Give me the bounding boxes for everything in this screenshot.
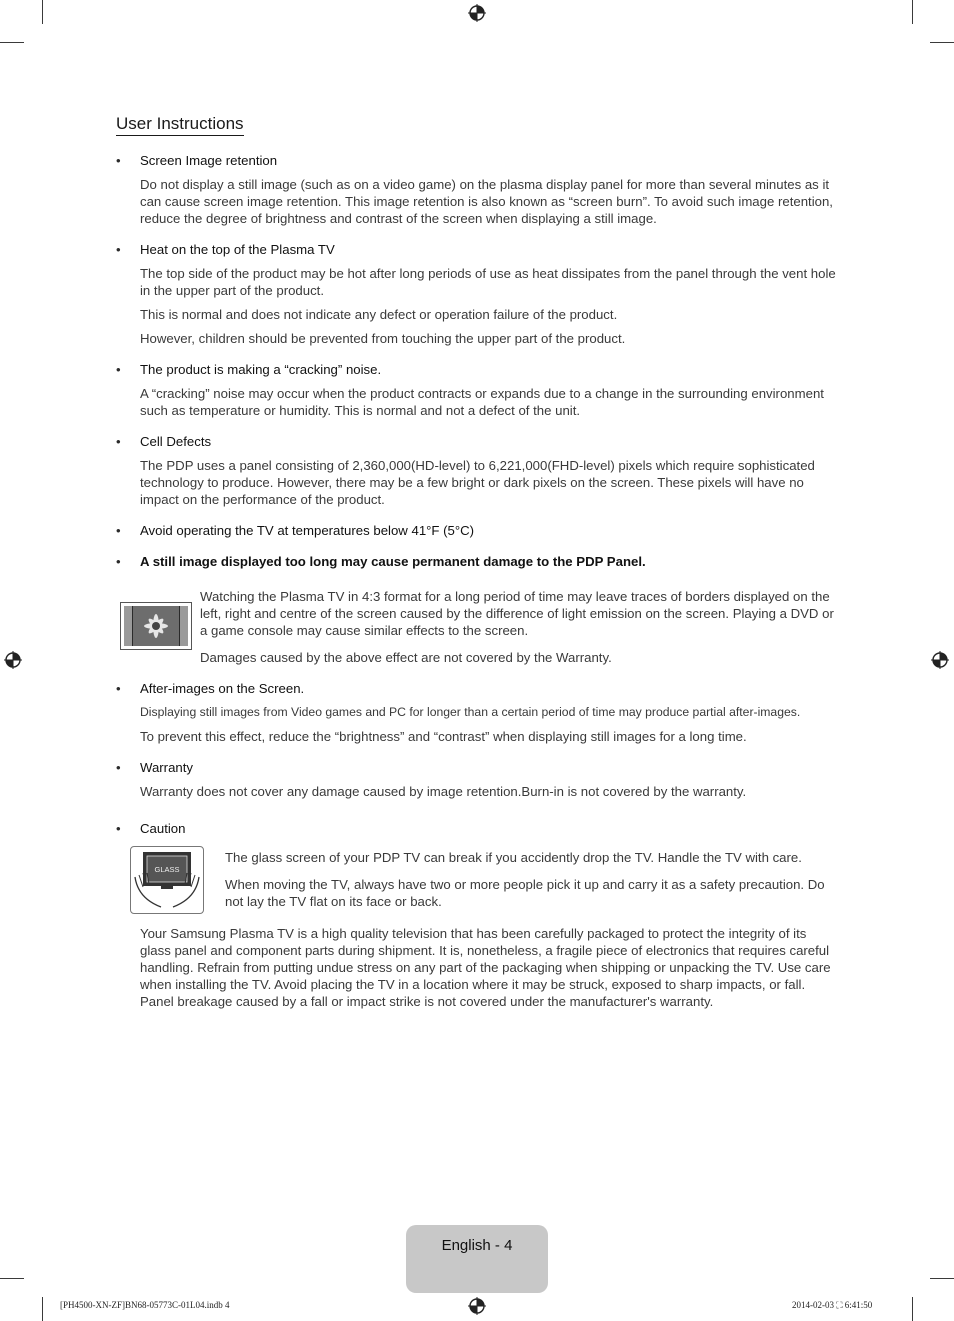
glass-label: GLASS bbox=[154, 865, 180, 874]
section-paragraph: Do not display a still image (such as on a video game) on the plasma display panel for more than several minutes as it can cause screen image retention. This image retention is also known as “screen burn”. To avoid such image retention, reduce the degree of brightness and contrast of the screen when displaying a still image. bbox=[140, 177, 833, 226]
registration-mark-icon bbox=[468, 1297, 486, 1315]
section-heat bbox=[116, 241, 840, 347]
section-heading: A still image displayed too long may cause permanent damage to the PDP Panel. bbox=[140, 554, 646, 569]
page-title: User Instructions bbox=[116, 114, 244, 136]
section-cell-defects bbox=[116, 433, 840, 508]
section-paragraph: To prevent this effect, reduce the “brightness” and “contrast” when displaying still images for a long time. bbox=[140, 729, 747, 744]
section-paragraph: Damages caused by the above effect are not covered by the Warranty. bbox=[200, 650, 612, 665]
section-caution bbox=[116, 820, 840, 837]
crop-mark bbox=[0, 1278, 24, 1279]
registration-mark-icon bbox=[931, 651, 949, 669]
section-paragraph: However, children should be prevented from touching the upper part of the product. bbox=[140, 331, 626, 346]
crop-mark bbox=[930, 42, 954, 43]
section-paragraph: Your Samsung Plasma TV is a high quality television that has been carefully packaged to protect the integrity of its glass panel and component parts during shipment. It is, nonetheless, a fragile piece of electronics that requires careful handling. Refrain from putting undue stress on any part of the packaging when shipping or unpacking the TV. Use care when installing the TV. Avoid placing the TV in a location where it may be struck, exposed to sharp impacts, or fall. Panel breakage caused by a fall or impact strike is not covered under the manufacturer's warranty. bbox=[140, 926, 831, 1009]
glass-tv-hands-icon bbox=[131, 847, 203, 913]
section-screen-image-retention bbox=[116, 152, 840, 227]
page-number-label: English - 4 bbox=[441, 1237, 513, 1254]
crop-mark bbox=[42, 1297, 43, 1321]
section-paragraph: The PDP uses a panel consisting of 2,360,000(HD-level) to 6,221,000(FHD-level) pixels which require sophisticated technology to produce. However, there may be a few bright or dark pixels on the screen. These pixels will have no impact on the performance of the product. bbox=[140, 458, 815, 507]
section-paragraph: Watching the Plasma TV in 4:3 format for a long period of time may leave traces of borders displayed on the left, right and centre of the screen caused by the difference of light emission on the screen. Playing a DVD or a game console may cause similar effects to the screen. bbox=[200, 589, 834, 638]
bullet: • bbox=[116, 153, 121, 168]
bullet: • bbox=[116, 554, 121, 569]
section-paragraph: Warranty does not cover any damage caused by image retention.Burn-in is not covered by the warranty. bbox=[140, 784, 747, 799]
section-heading: Avoid operating the TV at temperatures below 41°F (5°C) bbox=[140, 523, 475, 538]
tv-screen-flower-image bbox=[120, 602, 192, 650]
page-number-tab bbox=[406, 1225, 548, 1293]
section-still-image-damage bbox=[116, 553, 840, 570]
section-paragraph: When moving the TV, always have two or more people pick it up and carry it as a safety precaution. Do not lay the TV flat on its face or back. bbox=[225, 877, 825, 909]
bullet: • bbox=[116, 821, 121, 836]
section-paragraph: The glass screen of your PDP TV can break if you accidently drop the TV. Handle the TV with care. bbox=[225, 850, 802, 865]
bullet: • bbox=[116, 434, 121, 449]
crop-mark bbox=[912, 1297, 913, 1321]
crop-mark bbox=[42, 0, 43, 24]
section-heading: Cell Defects bbox=[140, 434, 212, 449]
caution-figure-row bbox=[116, 849, 840, 910]
section-heading: Warranty bbox=[140, 760, 194, 775]
section-temperature bbox=[116, 522, 840, 539]
section-paragraph: The top side of the product may be hot after long periods of use as heat dissipates from the panel through the vent hole in the upper part of the product. bbox=[140, 266, 836, 298]
print-file-info: [PH4500-XN-ZF]BN68-05773C-01L04.indb 4 bbox=[60, 1300, 230, 1310]
instructions-content bbox=[116, 152, 840, 1010]
bullet: • bbox=[116, 760, 121, 775]
tv-glass-hands-icon bbox=[130, 846, 204, 914]
crop-mark bbox=[0, 42, 24, 43]
section-heading: After-images on the Screen. bbox=[140, 681, 305, 696]
section-paragraph: Displaying still images from Video games and PC for longer than a certain period of time may produce partial after-images. bbox=[140, 705, 801, 719]
section-heading: Caution bbox=[140, 821, 186, 836]
bullet: • bbox=[116, 242, 121, 257]
crop-mark bbox=[930, 1278, 954, 1279]
registration-mark-icon bbox=[4, 651, 22, 669]
section-cracking-noise bbox=[116, 361, 840, 419]
registration-mark-icon bbox=[468, 4, 486, 22]
section-after-images bbox=[116, 680, 840, 745]
flower-image-icon bbox=[124, 606, 188, 646]
section-paragraph: This is normal and does not indicate any defect or operation failure of the product. bbox=[140, 307, 618, 322]
print-timestamp: 2014-02-03 ⛶ 6:41:50 bbox=[792, 1300, 873, 1310]
section-heading: Heat on the top of the Plasma TV bbox=[140, 242, 335, 257]
section-warranty bbox=[116, 759, 840, 800]
bullet: • bbox=[116, 681, 121, 696]
bullet: • bbox=[116, 523, 121, 538]
section-heading: The product is making a “cracking” noise. bbox=[140, 362, 382, 377]
section-paragraph: A “cracking” noise may occur when the product contracts or expands due to a change in the surrounding environment such as temperature or humidity. This is normal and not a defect of the unit. bbox=[140, 386, 824, 418]
section-caution-body bbox=[116, 925, 840, 1010]
crop-mark bbox=[912, 0, 913, 24]
section-heading: Screen Image retention bbox=[140, 153, 278, 168]
bullet: • bbox=[116, 362, 121, 377]
burn-in-figure-row bbox=[116, 588, 840, 666]
